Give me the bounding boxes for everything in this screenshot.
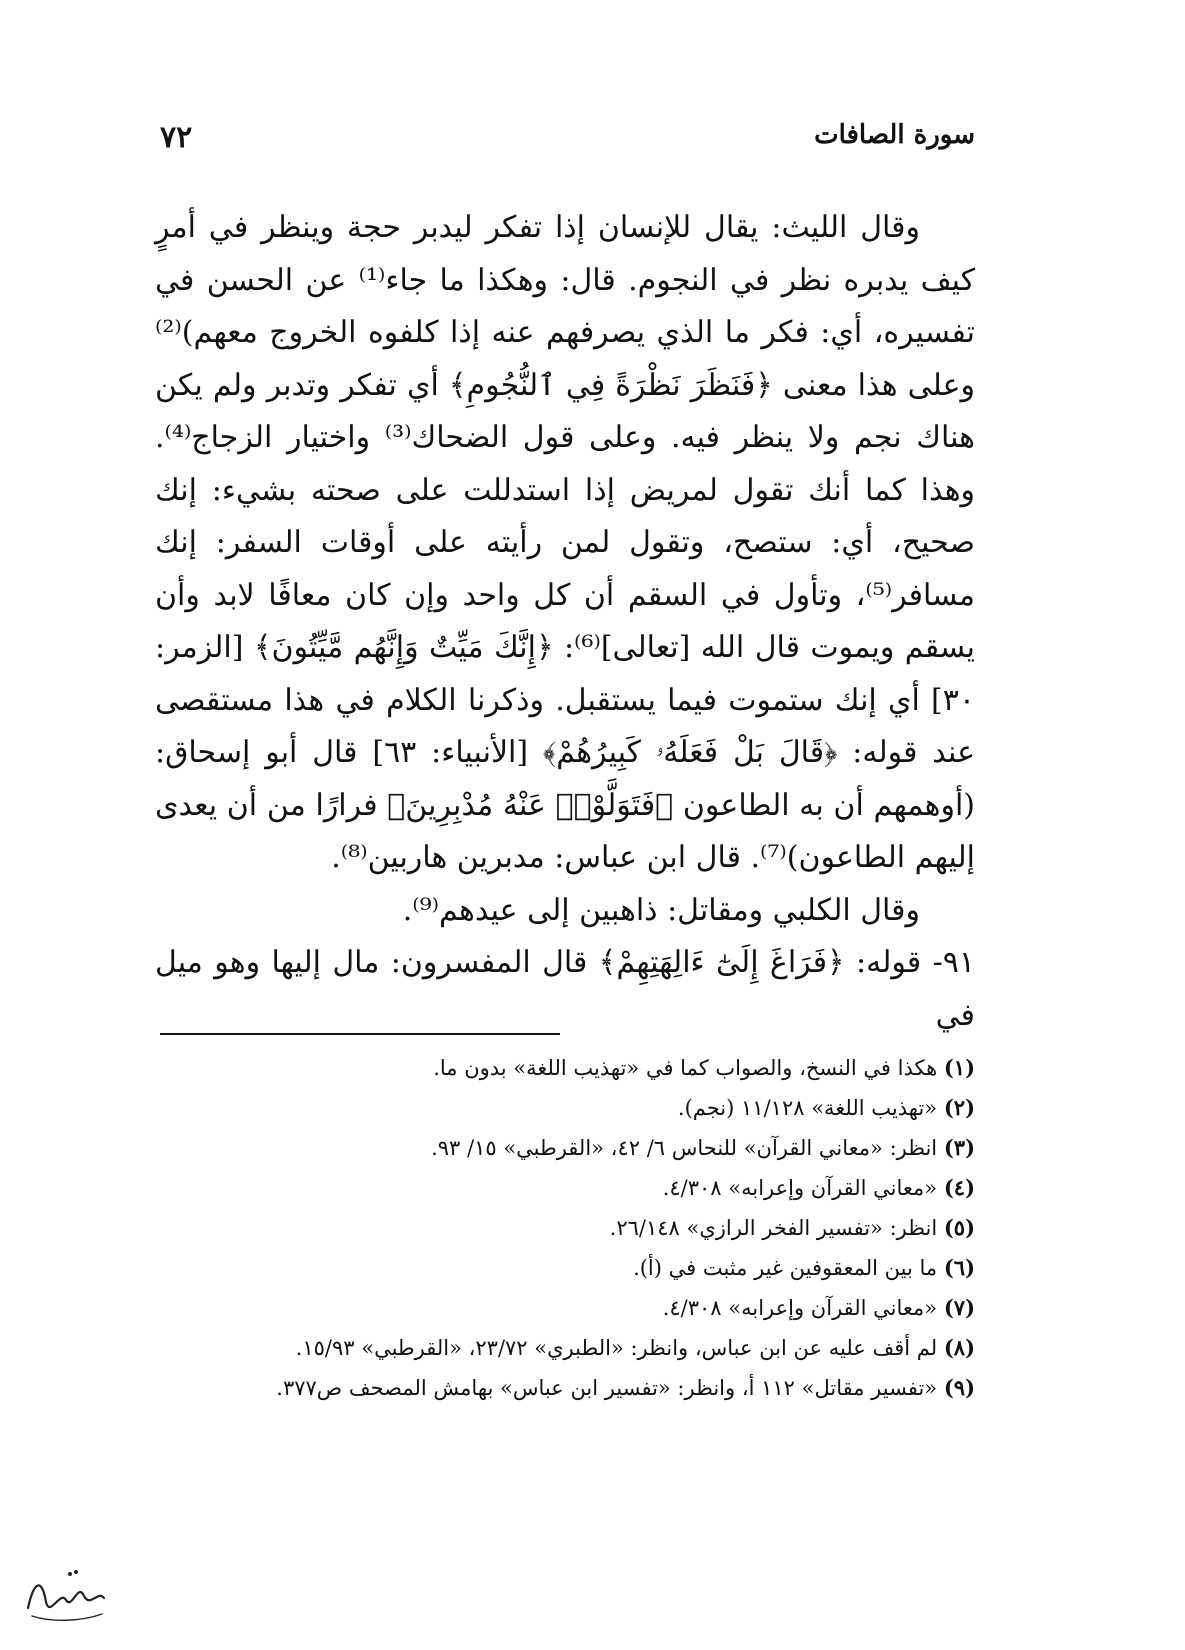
watermark-stroke bbox=[32, 1614, 102, 1620]
footnote-text: «تفسير مقاتل» ١١٢ أ، وانظر: «تفسير ابن عباس» بهامش المصحف ص٣٧٧. bbox=[276, 1376, 938, 1400]
footnote-number: (٢) bbox=[943, 1095, 975, 1120]
footnote-number: (٥) bbox=[943, 1215, 975, 1240]
footnote-number: (٩) bbox=[943, 1375, 975, 1400]
footnote-text: «تهذيب اللغة» ١١/١٢٨ (نجم). bbox=[677, 1096, 938, 1120]
footnote-item bbox=[135, 1288, 975, 1328]
footnote-item bbox=[135, 1128, 975, 1168]
footnote-text: هكذا في النسخ، والصواب كما في «تهذيب اللغة» بدون ما. bbox=[433, 1056, 938, 1080]
page-header bbox=[160, 120, 975, 164]
paragraph: وقال الكلبي ومقاتل: ذاهبين إلى عيدهم⁽⁹⁾. bbox=[402, 892, 920, 928]
paragraph: وقال الليث: يقال للإنسان إذا تفكر ليدبر حجة وينظر في أمرٍ كيف يدبره نظر في النجوم. قال: وهكذا ما جاء⁽¹⁾ عن الحسن في تفسيره، أي: فكر ما الذي يصرفهم عنه إذا كلفوه الخروج معهم)⁽²⁾ وعلى هذا معنى ﴿فَنَظَرَ نَظْرَةً فِي ٱلنُّجُومِ﴾ أي تفكر وتدبر ولم يكن هناك نجم ولا ينظر فيه. وعلى قول الضحاك⁽³⁾ واختيار الزجاج⁽⁴⁾. وهذا كما أنك تقول لمريض إذا استدللت على صحته بشيء: إنك صحيح، أي: ستصح، وتقول لمن رأيته على أوقات السفر: إنك مسافر⁽⁵⁾، وتأول في السقم أن كل واحد وإن كان معافًا لابد وأن يسقم ويموت قال الله [تعالى]⁽⁶⁾: ﴿إِنَّكَ مَيِّتٌ وَإِنَّهُم مَّيِّتُونَ﴾ [الزمر: ٣٠] أي إنك ستموت فيما يستقبل. وذكرنا الكلام في هذا مستقصى عند قوله: ﴿قَالَ بَلْ فَعَلَهُۥ كَبِيرُهُمْ﴾ [الأنبياء: ٦٣] قال أبو إسحاق: (أوهمهم أن به الطاعون ﴿فَتَوَلَّوْا۟ عَنْهُ مُدْبِرِينَ﴾ فرارًا من أن يعدى إليهم الطاعون)⁽⁷⁾. قال ابن عباس: مدبرين هاربين⁽⁸⁾. bbox=[155, 210, 976, 875]
footnote-item bbox=[135, 1168, 975, 1208]
paragraph: ٩١- قوله: ﴿فَرَاغَ إِلَىٰٓ ءَالِهَتِهِمْ﴾ قال المفسرون: مال إليها وهو ميل في bbox=[155, 945, 975, 1033]
footnote-divider bbox=[160, 1033, 560, 1035]
footnote-item bbox=[135, 1368, 975, 1408]
footnote-text: لم أقف عليه عن ابن عباس، وانظر: «الطبري» ٢٣/٧٢، «القرطبي» ١٥/٩٣. bbox=[295, 1336, 938, 1360]
footnote-item bbox=[135, 1248, 975, 1288]
footnote-text: «معاني القرآن وإعرابه» ٤/٣٠٨. bbox=[662, 1176, 938, 1200]
page-number: ٧٢ bbox=[160, 120, 193, 155]
footnotes-list bbox=[135, 1048, 975, 1408]
footnote-item bbox=[135, 1048, 975, 1088]
footnote-number: (١) bbox=[943, 1055, 975, 1080]
footnote-item bbox=[135, 1208, 975, 1248]
watermark-stroke bbox=[28, 1585, 104, 1608]
footnote-number: (٦) bbox=[943, 1255, 975, 1280]
main-text bbox=[155, 202, 975, 1042]
footnote-number: (٧) bbox=[943, 1295, 975, 1320]
footnote-number: (٨) bbox=[943, 1335, 975, 1360]
watermark-dot bbox=[68, 1572, 72, 1576]
surah-title: سورة الصافات bbox=[814, 120, 975, 150]
footnote-number: (٣) bbox=[943, 1135, 975, 1160]
footnote-item bbox=[135, 1088, 975, 1128]
footnote-text: انظر: «معاني القرآن» للنحاس ٦/ ٤٢، «القرطبي» ١٥/ ٩٣. bbox=[431, 1136, 938, 1160]
watermark-dot bbox=[74, 1570, 78, 1574]
watermark-logo bbox=[20, 1560, 110, 1630]
footnote-text: «معاني القرآن وإعرابه» ٤/٣٠٨. bbox=[662, 1296, 938, 1320]
footnote-text: ما بين المعقوفين غير مثبت في (أ). bbox=[633, 1256, 938, 1280]
footnote-number: (٤) bbox=[943, 1175, 975, 1200]
footnote-text: انظر: «تفسير الفخر الرازي» ٢٦/١٤٨. bbox=[609, 1216, 938, 1240]
footnote-item bbox=[135, 1328, 975, 1368]
